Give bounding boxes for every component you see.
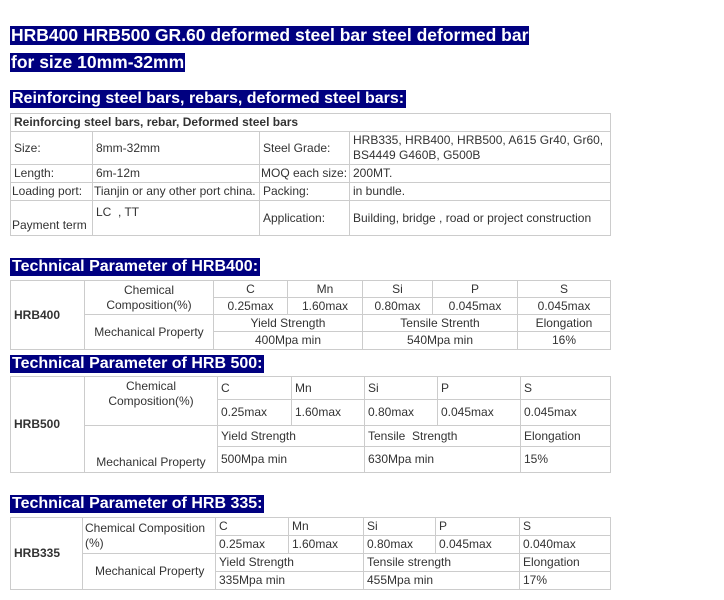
element-value: 0.80max	[363, 298, 433, 315]
mech-header: Elongation	[521, 426, 611, 447]
mech-value: 16%	[518, 332, 611, 350]
element-value: 1.60max	[289, 536, 364, 554]
element-header: P	[436, 518, 520, 536]
element-header: C	[218, 377, 292, 400]
mech-value: 15%	[521, 447, 611, 473]
element-value: 0.045max	[433, 298, 518, 315]
mech-header: Elongation	[518, 315, 611, 332]
table-row	[11, 183, 611, 201]
element-value: 0.25max	[214, 298, 288, 315]
element-header: P	[438, 377, 521, 400]
page-title-line-2: for size 10mm-32mm	[11, 52, 185, 72]
spec-table	[10, 113, 611, 236]
chemical-composition-label: Chemical Composition (%)	[83, 518, 216, 554]
element-header: Si	[364, 518, 436, 536]
spec-key: Application:	[260, 201, 350, 236]
spec-key: Loading port:	[11, 183, 93, 201]
chemical-composition-label: Chemical Composition(%)	[85, 281, 214, 315]
element-value: 0.040max	[520, 536, 611, 554]
mech-header: Tensile Strength	[365, 426, 521, 447]
element-value: 0.045max	[436, 536, 520, 554]
mech-value: 630Mpa min	[365, 447, 521, 473]
spec-value: Tianjin or any other port china.	[93, 183, 260, 201]
spec-key: MOQ each size:	[260, 165, 350, 183]
element-value: 0.25max	[216, 536, 289, 554]
element-value: 1.60max	[292, 400, 365, 426]
spec-caption: Reinforcing steel bars, rebar, Deformed steel bars	[11, 114, 611, 132]
mechanical-property-label: Mechanical Property	[85, 426, 218, 473]
element-header: S	[520, 518, 611, 536]
mech-header: Yield Strength	[214, 315, 363, 332]
hrb335-table	[10, 517, 611, 590]
hrb400-heading: Technical Parameter of HRB400:	[12, 258, 259, 275]
spec-value: 6m-12m	[93, 165, 260, 183]
grade-label: HRB335	[11, 518, 83, 590]
spec-value: in bundle.	[350, 183, 611, 201]
hrb335-heading: Technical Parameter of HRB 335:	[12, 495, 263, 512]
mechanical-property-label: Mechanical Property	[85, 315, 214, 350]
spec-key: Size:	[11, 132, 93, 165]
mech-header: Yield Strength	[216, 554, 364, 572]
mech-value: 400Mpa min	[214, 332, 363, 350]
element-header: Si	[365, 377, 438, 400]
element-value: 0.045max	[518, 298, 611, 315]
table-row	[11, 132, 611, 165]
mech-value: 335Mpa min	[216, 572, 364, 590]
mech-header: Tensile Strenth	[363, 315, 518, 332]
element-value: 0.25max	[218, 400, 292, 426]
spec-value: 200MT.	[350, 165, 611, 183]
spec-key: Steel Grade:	[260, 132, 350, 165]
spec-key: Length:	[11, 165, 93, 183]
element-value: 0.045max	[438, 400, 521, 426]
mech-header: Tensile strength	[364, 554, 520, 572]
page-title-line-1: HRB400 HRB500 GR.60 deformed steel bar steel deformed bar	[11, 25, 529, 45]
element-value: 0.045max	[521, 400, 611, 426]
hrb500-heading: Technical Parameter of HRB 500:	[12, 355, 263, 372]
chemical-composition-label: Chemical Composition(%)	[85, 377, 218, 426]
mech-value: 500Mpa min	[218, 447, 365, 473]
element-value: 0.80max	[364, 536, 436, 554]
element-header: Si	[363, 281, 433, 298]
mech-value: 17%	[520, 572, 611, 590]
element-header: C	[216, 518, 289, 536]
spec-value: Building, bridge , road or project construction	[350, 201, 611, 236]
mech-header: Yield Strength	[218, 426, 365, 447]
spec-key: Payment term	[11, 201, 93, 236]
hrb400-table	[10, 280, 611, 350]
element-header: S	[521, 377, 611, 400]
spec-heading: Reinforcing steel bars, rebars, deformed steel bars:	[12, 90, 405, 107]
element-header: S	[518, 281, 611, 298]
grade-label: HRB400	[11, 281, 85, 350]
mechanical-property-label: Mechanical Property	[83, 554, 216, 590]
element-value: 1.60max	[288, 298, 363, 315]
mech-value: 455Mpa min	[364, 572, 520, 590]
mech-header: Elongation	[520, 554, 611, 572]
spec-value: HRB335, HRB400, HRB500, A615 Gr40, Gr60, BS4449 G460B, G500B	[350, 132, 611, 165]
spec-value: LC , TT	[93, 201, 260, 236]
element-header: Mn	[289, 518, 364, 536]
element-header: C	[214, 281, 288, 298]
spec-key: Packing:	[260, 183, 350, 201]
element-header: Mn	[292, 377, 365, 400]
table-row	[11, 201, 611, 236]
grade-label: HRB500	[11, 377, 85, 473]
hrb500-table	[10, 376, 611, 473]
mech-value: 540Mpa min	[363, 332, 518, 350]
element-header: P	[433, 281, 518, 298]
element-value: 0.80max	[365, 400, 438, 426]
table-row	[11, 165, 611, 183]
spec-value: 8mm-32mm	[93, 132, 260, 165]
element-header: Mn	[288, 281, 363, 298]
